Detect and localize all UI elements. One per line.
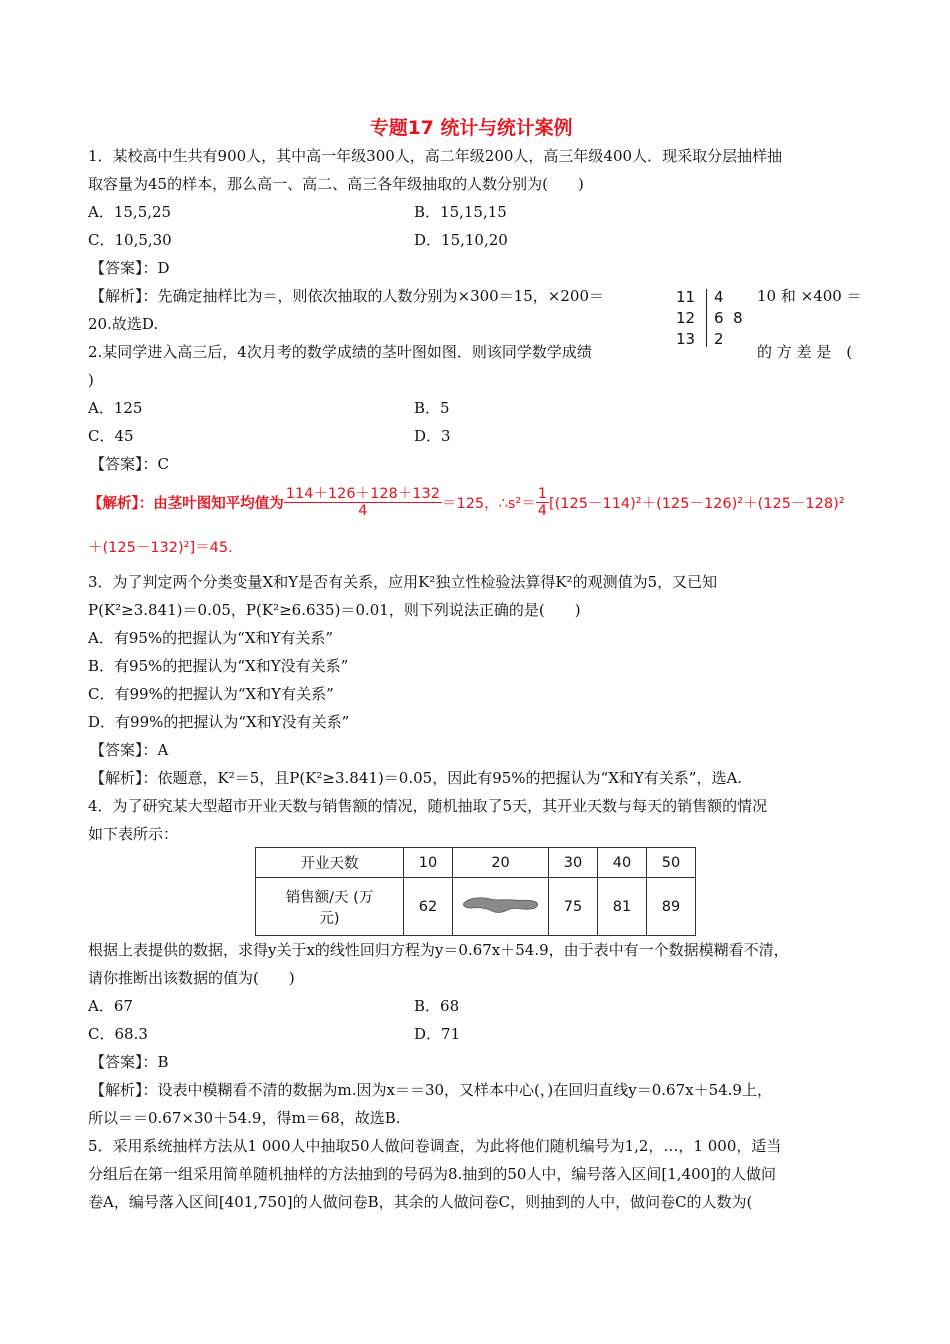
q4-explanation-line1: 【解析】：设表中模糊看不清的数据为m.因为x＝＝30，又样本中心(，)在回归直线y＝0.67x＋54.9上， xyxy=(90,1081,772,1099)
q2-mean-fraction xyxy=(284,486,442,519)
leaf-row-1: 4 xyxy=(714,288,724,306)
q4-option-c: C．68.3 xyxy=(88,1025,148,1043)
q1-explanation-line1-tail: 10 和 ×400 ＝ xyxy=(757,287,862,305)
table-cell-blurred xyxy=(453,878,549,936)
page-title: 专题17 统计与统计案例 xyxy=(369,117,573,139)
q4-stem-line2: 如下表所示： xyxy=(88,825,179,843)
q4-option-d: D．71 xyxy=(414,1025,461,1043)
table-row-label xyxy=(256,878,404,936)
q4-stem-line3: 根据上表提供的数据，求得y关于x的线性回归方程为y＝0.67x＋54.9，由于表中有一个数据模糊看不清， xyxy=(88,941,789,959)
stem-value: 12 xyxy=(676,309,696,327)
q1-explanation-line1: 【解析】：先确定抽样比为＝，则依次抽取的人数分别为×300＝15，×200＝ xyxy=(90,287,604,305)
q5-stem-line1: 5．采用系统抽样方法从1 000人中抽取50人做问卷调查，为此将他们随机编号为1,2，…，1 000，适当 xyxy=(88,1137,782,1155)
q1-option-a: A．15,5,25 xyxy=(88,203,172,221)
q3-option-d: D．有99%的把握认为“X和Y没有关系” xyxy=(88,713,350,731)
q2-explanation-tail: [(125－114)²＋(125－126)²＋(125－128)² xyxy=(548,496,845,512)
stem-value: 11 xyxy=(676,288,696,306)
q2-explanation-label: 【解析】：由茎叶图知平均值为 xyxy=(88,496,284,512)
q1-answer: 【答案】：D xyxy=(90,259,170,277)
q4-stem-line1: 4．为了研究某大型超市开业天数与销售额的情况，随机抽取了5天，其开业天数与每天的销售额的情况 xyxy=(88,797,768,815)
table-cell: 89 xyxy=(647,878,696,936)
q2-stem-line1: 2.某同学进入高三后，4次月考的数学成绩的茎叶图如图．则该同学数学成绩 xyxy=(88,343,592,361)
table-row xyxy=(256,848,696,878)
table-cell: 62 xyxy=(404,878,453,936)
q2-answer: 【答案】：C xyxy=(90,455,169,473)
q4-explanation-line2: 所以＝＝0.67×30＋54.9，得m＝68，故选B. xyxy=(88,1109,401,1127)
fraction-numerator: 1 xyxy=(537,486,547,502)
q1-stem-line1: 1．某校高中生共有900人，其中高一年级300人，高二年级200人，高三年级400人．现采取分层抽样抽 xyxy=(88,147,783,165)
q1-option-b: B．15,15,15 xyxy=(414,203,507,221)
table-row xyxy=(256,878,696,936)
table-header-cell: 40 xyxy=(598,848,647,878)
leaf-row-3: 2 xyxy=(714,330,724,348)
q3-stem-line1: 3．为了判定两个分类变量X和Y是否有关系，应用K²独立性检验法算得K²的观测值为5，又已知 xyxy=(88,573,718,591)
table-cell: 75 xyxy=(549,878,598,936)
stem-leaf-divider xyxy=(706,289,707,347)
q2-option-c: C．45 xyxy=(88,427,134,445)
fraction-numerator: 114＋126＋128＋132 xyxy=(285,486,440,502)
q2-explanation-line1 xyxy=(88,486,845,519)
q2-explanation-line2: ＋(125－132)²]＝45. xyxy=(88,540,233,556)
q2-stem-line2: ) xyxy=(88,371,94,389)
q4-answer: 【答案】：B xyxy=(90,1053,169,1071)
stem-leaf-plot xyxy=(676,287,756,351)
q5-stem-line2: 分组后在第一组采用简单随机抽样的方法抽到的号码为8.抽到的50人中，编号落入区间[1,400]的人做问 xyxy=(88,1165,777,1183)
ink-blot-icon xyxy=(460,893,542,917)
stem-row-2 xyxy=(676,308,704,329)
stem-value: 13 xyxy=(676,330,696,348)
q1-option-c: C．10,5,30 xyxy=(88,231,172,249)
q3-answer: 【答案】：A xyxy=(90,741,169,759)
table-cell: 81 xyxy=(598,878,647,936)
table-header-cell: 50 xyxy=(647,848,696,878)
table-header-cell: 10 xyxy=(404,848,453,878)
table-header-cell: 30 xyxy=(549,848,598,878)
table-header-cell: 开业天数 xyxy=(256,848,404,878)
q5-stem-line3: 卷A，编号落入区间[401,750]的人做问卷B，其余的人做问卷C，则抽到的人中，做问卷C的人数为( xyxy=(88,1193,753,1211)
fraction-denominator: 4 xyxy=(537,503,547,519)
stem-row-1 xyxy=(676,287,704,308)
q1-stem-line2: 取容量为45的样本，那么高一、高二、高三各年级抽取的人数分别为( ) xyxy=(88,175,584,193)
q3-explanation: 【解析】：依题意，K²＝5，且P(K²≥3.841)＝0.05，因此有95%的把握认为“X和Y有关系”，选A. xyxy=(90,769,743,787)
q2-explanation-mid: ＝125，∴s²＝ xyxy=(441,496,536,512)
q4-option-b: B．68 xyxy=(414,997,460,1015)
q2-option-d: D．3 xyxy=(414,427,451,445)
q4-stem-line4: 请你推断出该数据的值为( ) xyxy=(88,969,295,987)
stem-row-3 xyxy=(676,329,704,350)
q2-variance-fraction xyxy=(536,486,549,519)
leaf-row-2: 6 8 xyxy=(714,309,743,327)
table-header-cell: 20 xyxy=(453,848,549,878)
q2-stem-line1-tail: 的 方 差 是 ( xyxy=(757,343,853,361)
q1-option-d: D．15,10,20 xyxy=(414,231,508,249)
q3-stem-line2: P(K²≥3.841)＝0.05，P(K²≥6.635)＝0.01，则下列说法正确的是( ) xyxy=(88,601,581,619)
sales-data-table xyxy=(255,847,696,936)
q4-option-a: A．67 xyxy=(88,997,133,1015)
fraction-denominator: 4 xyxy=(358,503,368,519)
q2-option-a: A．125 xyxy=(88,399,143,417)
q3-option-c: C．有99%的把握认为“X和Y有关系” xyxy=(88,685,334,703)
q3-option-b: B．有95%的把握认为“X和Y没有关系” xyxy=(88,657,349,675)
q3-option-a: A．有95%的把握认为“X和Y有关系” xyxy=(88,629,334,647)
row-label-line2: 元) xyxy=(319,910,340,927)
row-label-line1: 销售额/天 (万 xyxy=(285,889,374,906)
q2-option-b: B．5 xyxy=(414,399,450,417)
q1-explanation-line2: 20.故选D. xyxy=(88,315,159,333)
